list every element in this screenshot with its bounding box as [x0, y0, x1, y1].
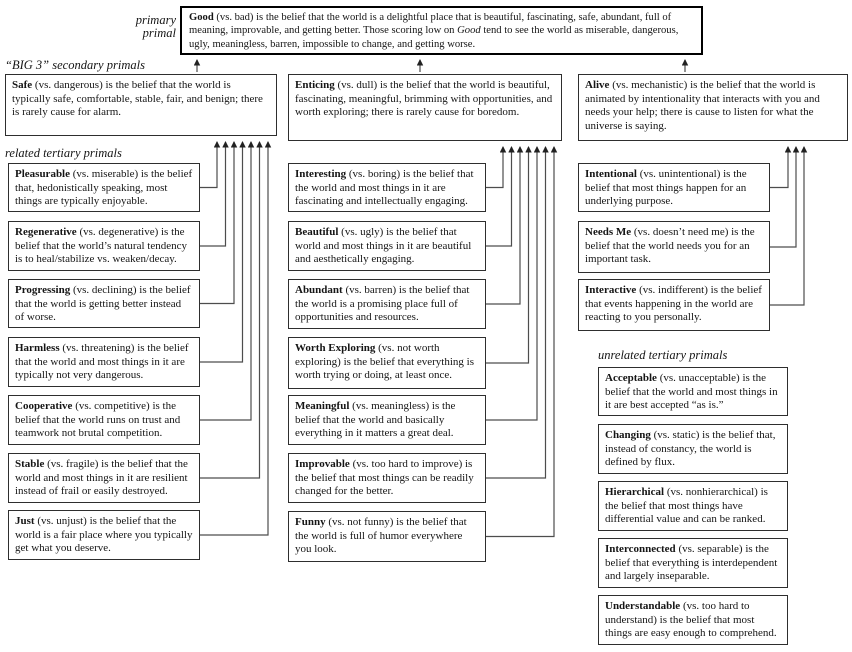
- primal-text: (vs. unacceptable) is the belief that the world and most things in it are best accepted “as is.”: [605, 372, 778, 412]
- primal-text: (vs. not worth exploring) is the belief that everything is worth trying or doing, at least once.: [295, 342, 475, 382]
- primal-box-alive: [578, 74, 848, 141]
- primal-name: Beautiful: [295, 226, 339, 238]
- primal-name: Cooperative: [15, 400, 73, 412]
- primal-name: Regenerative: [15, 226, 77, 238]
- primal-text: (vs. degenerative) is the belief that the world’s natural tendency is to heal/stabilize vs. weaken/decay.: [15, 226, 187, 266]
- primal-name: Improvable: [295, 458, 350, 470]
- primal-name: Hierarchical: [605, 486, 665, 498]
- primal-name: Interactive: [585, 284, 637, 296]
- primal-box-harmless: [8, 337, 200, 387]
- primal-name: Intentional: [585, 168, 637, 180]
- primal-text: (vs. unintentional) is the belief that most things happen for an underlying purpose.: [585, 168, 747, 208]
- primal-text: (vs. separable) is the belief that everything is interdependent and largely inseparable.: [605, 543, 778, 583]
- primal-text: (vs. miserable) is the belief that, hedonistically speaking, most things are typically enjoyable.: [15, 168, 193, 208]
- primal-box-funny: [288, 511, 486, 562]
- primal-text: (vs. indifferent) is the belief that events happening in the world are reacting to you personally.: [585, 284, 762, 324]
- primal-name: Interesting: [295, 168, 347, 180]
- primal-text: (vs. not funny) is the belief that the world is full of humor everywhere you look.: [295, 516, 467, 556]
- primal-name: Changing: [605, 429, 651, 441]
- primal-name: Stable: [15, 458, 45, 470]
- primal-box-intentional: [578, 163, 770, 212]
- primal-box-interesting: [288, 163, 486, 212]
- primal-name: Abundant: [295, 284, 343, 296]
- unrelated-tertiary-label: unrelated tertiary primals: [598, 348, 728, 362]
- primary-label-line1: primary: [135, 13, 176, 27]
- primal-box-needs-me: [578, 221, 770, 273]
- primal-name: Progressing: [15, 284, 71, 296]
- primal-text: (vs. too hard to understand) is the belief that most things are easy enough to comprehend.: [605, 600, 777, 640]
- primal-name: Understandable: [605, 600, 681, 612]
- primal-box-pleasurable: [8, 163, 200, 212]
- primal-text: (vs. meaningless) is the belief that the world and basically everything in it matters a great deal.: [295, 400, 456, 440]
- primal-name: Safe: [12, 79, 33, 91]
- primal-text: (vs. static) is the belief that, instead of constancy, the world is defined by flux.: [605, 429, 776, 469]
- primal-text: tend to see the world as miserable, dangerous, ugly, meaningless, barren, impossible to change, and getting worse.: [189, 25, 679, 50]
- primal-name: Needs Me: [585, 226, 632, 238]
- primal-box-acceptable: [598, 367, 788, 416]
- primal-name: Alive: [585, 79, 610, 91]
- primal-box-interconnected: [598, 538, 788, 588]
- primal-box-understandable: [598, 595, 788, 645]
- big3-secondary-label: “BIG 3” secondary primals: [5, 58, 145, 72]
- primary-primal-label: [98, 14, 176, 40]
- primal-box-just: [8, 510, 200, 560]
- primal-name: Good: [189, 12, 214, 23]
- primal-box-abundant: [288, 279, 486, 329]
- primal-text: (vs. boring) is the belief that the world and most things in it are fascinating and intellectually engaging.: [295, 168, 474, 208]
- primal-text: (vs. nonhierarchical) is the belief that most things have differential value and can be ranked.: [605, 486, 768, 526]
- primal-box-safe: [5, 74, 277, 136]
- primal-name: Enticing: [295, 79, 335, 91]
- primal-name: Pleasurable: [15, 168, 70, 180]
- primal-name: Worth Exploring: [295, 342, 376, 354]
- primal-box-stable: [8, 453, 200, 503]
- primal-name: Harmless: [15, 342, 60, 354]
- primary-label-line2: primal: [142, 26, 176, 41]
- primal-text: (vs. declining) is the belief that the world is getting better instead of worse.: [15, 284, 191, 324]
- primal-text: (vs. threatening) is the belief that the world and most things in it are typically not very dangerous.: [15, 342, 189, 382]
- related-tertiary-label: related tertiary primals: [5, 146, 122, 160]
- primal-text: (vs. barren) is the belief that the world is a promising place full of opportunities and resources.: [295, 284, 470, 324]
- primal-box-worth-exploring: [288, 337, 486, 389]
- primal-box-good: [180, 6, 703, 55]
- primal-box-beautiful: [288, 221, 486, 271]
- primal-box-enticing: [288, 74, 562, 141]
- primal-name: Just: [15, 515, 35, 527]
- primal-text: (vs. fragile) is the belief that the world and most things in it are resilient instead of frail or easily destroyed.: [15, 458, 188, 498]
- primal-text: (vs. dull) is the belief that the world is beautiful, fascinating, meaningful, brimming with opportunities, and worth exploring; there is rarely cause for boredom.: [295, 79, 553, 119]
- primal-box-changing: [598, 424, 788, 474]
- primal-text: (vs. too hard to improve) is the belief that most things can be readily changed for the better.: [295, 458, 474, 498]
- primal-box-improvable: [288, 453, 486, 503]
- primal-name: Meaningful: [295, 400, 350, 412]
- primal-name: Interconnected: [605, 543, 676, 555]
- primal-box-progressing: [8, 279, 200, 328]
- primal-box-regenerative: [8, 221, 200, 271]
- primal-box-interactive: [578, 279, 770, 331]
- primal-name: Funny: [295, 516, 326, 528]
- primal-text: (vs. dangerous) is the belief that the world is typically safe, comfortable, stable, fair, and benign; there is rarely cause for alarm.: [12, 79, 263, 119]
- primal-text: (vs. doesn’t need me) is the belief that the world needs you for an important task.: [585, 226, 755, 266]
- primal-text: (vs. unjust) is the belief that the world is a fair place where you typically get what you deserve.: [15, 515, 193, 555]
- primal-text: (vs. competitive) is the belief that the world runs on trust and teamwork not brutal competition.: [15, 400, 181, 440]
- primal-box-meaningful: [288, 395, 486, 445]
- primal-box-cooperative: [8, 395, 200, 445]
- primal-text: (vs. mechanistic) is the belief that the world is animated by intentionality that interacts with you and needs your help; there is cause to listen for what the universe is saying.: [585, 79, 820, 132]
- primal-text-italic: Good: [457, 25, 481, 37]
- primal-text: (vs. bad) is the belief that the world is a delightful place that is beautiful, fascinating, safe, abundant, full of meaning, improvable, and getting better. Those scoring low on: [189, 12, 672, 37]
- primal-text: (vs. ugly) is the belief that world and most things in it are beautiful and aesthetically engaging.: [295, 226, 472, 266]
- primal-name: Acceptable: [605, 372, 657, 384]
- primal-box-hierarchical: [598, 481, 788, 531]
